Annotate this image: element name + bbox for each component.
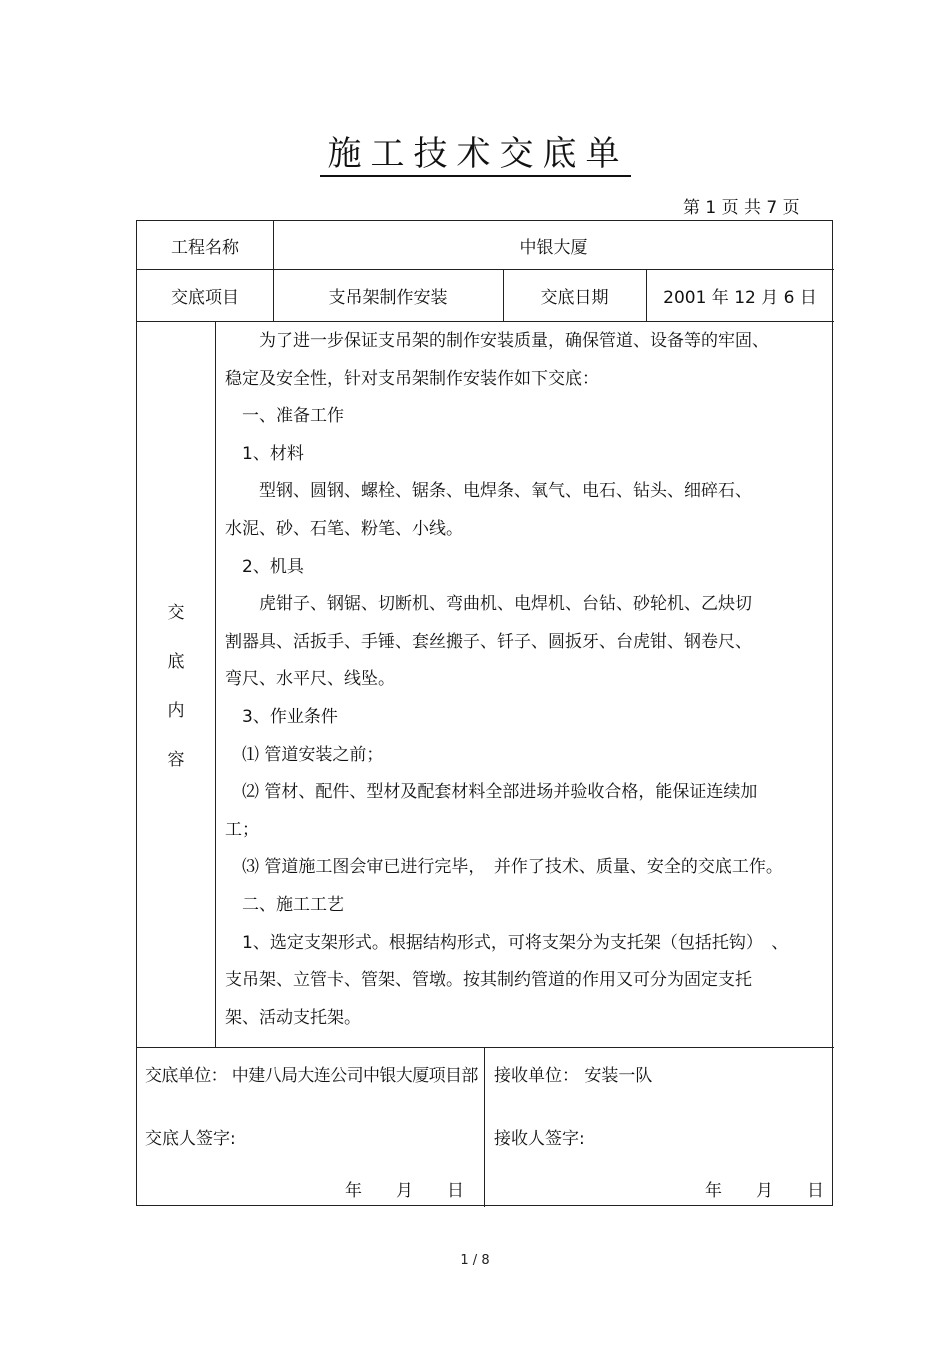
content-line: ⑴ 管道安装之前； — [225, 744, 384, 765]
row-divider — [137, 1047, 834, 1048]
content-body — [225, 323, 830, 1037]
content-line: 2、机具 — [225, 556, 304, 577]
content-line: 水泥、砂、石笔、粉笔、小线。 — [225, 518, 463, 539]
content-line: 1、材料 — [225, 443, 304, 464]
col-divider — [215, 321, 216, 1047]
document-title: 施工技术交底单 — [0, 126, 950, 175]
project-name-value: 中银大厦 — [519, 237, 588, 258]
side-label-char: 底 — [167, 652, 185, 672]
issuer-signature-label: 交底人签字: — [145, 1129, 236, 1149]
receiver-unit: 接收单位： 安装一队 — [494, 1066, 653, 1086]
content-line: 虎钳子、钢锯、切断机、弯曲机、电焊机、台钻、砂轮机、乙炔切 — [225, 594, 752, 615]
item-value: 支吊架制作安装 — [328, 287, 448, 308]
issuer-date-blank: 年 月 日 — [345, 1181, 464, 1201]
content-line: 型钢、圆钢、螺栓、锯条、电焊条、氧气、电石、钻头、细碎石、 — [225, 481, 752, 502]
page-number: 1 / 8 — [460, 1253, 490, 1268]
col-divider — [484, 1047, 485, 1207]
content-line: 稳定及安全性，针对支吊架制作安装作如下交底： — [225, 368, 599, 389]
issuer-unit: 交底单位： 中建八局大连公司中银大厦项目部 — [145, 1066, 478, 1086]
content-line: 割器具、活扳手、手锤、套丝搬子、钎子、圆扳牙、台虎钳、钢卷尺、 — [225, 631, 752, 652]
receiver-date-blank: 年 月 日 — [705, 1181, 824, 1201]
side-label-char: 容 — [167, 750, 185, 770]
content-line: 二、施工工艺 — [225, 894, 344, 915]
side-label-char: 交 — [167, 603, 185, 623]
date-label: 交底日期 — [540, 287, 609, 308]
handover-table — [136, 220, 833, 1206]
row-divider — [137, 321, 834, 322]
date-value: 2001 年 12 月 6 日 — [663, 287, 817, 308]
side-label-char: 内 — [167, 701, 185, 721]
content-line: 架、活动支托架。 — [225, 1007, 361, 1028]
content-line: 工； — [225, 819, 259, 840]
project-name-label: 工程名称 — [171, 237, 239, 258]
content-line: 支吊架、立管卡、管架、管墩。按其制约管道的作用又可分为固定支托 — [225, 970, 752, 991]
content-line: 1、选定支架形式。根据结构形式，可将支架分为支托架（包括托钩） 、 — [225, 932, 789, 953]
content-line: ⑶ 管道施工图会审已进行完毕， 并作了技术、质量、安全的交底工作。 — [225, 857, 783, 878]
content-line: 为了进一步保证支吊架的制作安装质量，确保管道、设备等的牢固、 — [225, 331, 769, 351]
content-line: 一、准备工作 — [225, 406, 344, 427]
content-line: 3、作业条件 — [225, 706, 338, 727]
page-info: 第 1 页 共 7 页 — [683, 198, 800, 218]
receiver-signature-label: 接收人签字: — [494, 1129, 585, 1149]
content-line: ⑵ 管材、配件、型材及配套材料全部进场并验收合格，能保证连续加 — [225, 782, 758, 803]
content-line: 弯尺、水平尺、线坠。 — [225, 669, 395, 690]
content-side-label — [137, 321, 215, 1047]
item-label: 交底项目 — [171, 287, 239, 308]
